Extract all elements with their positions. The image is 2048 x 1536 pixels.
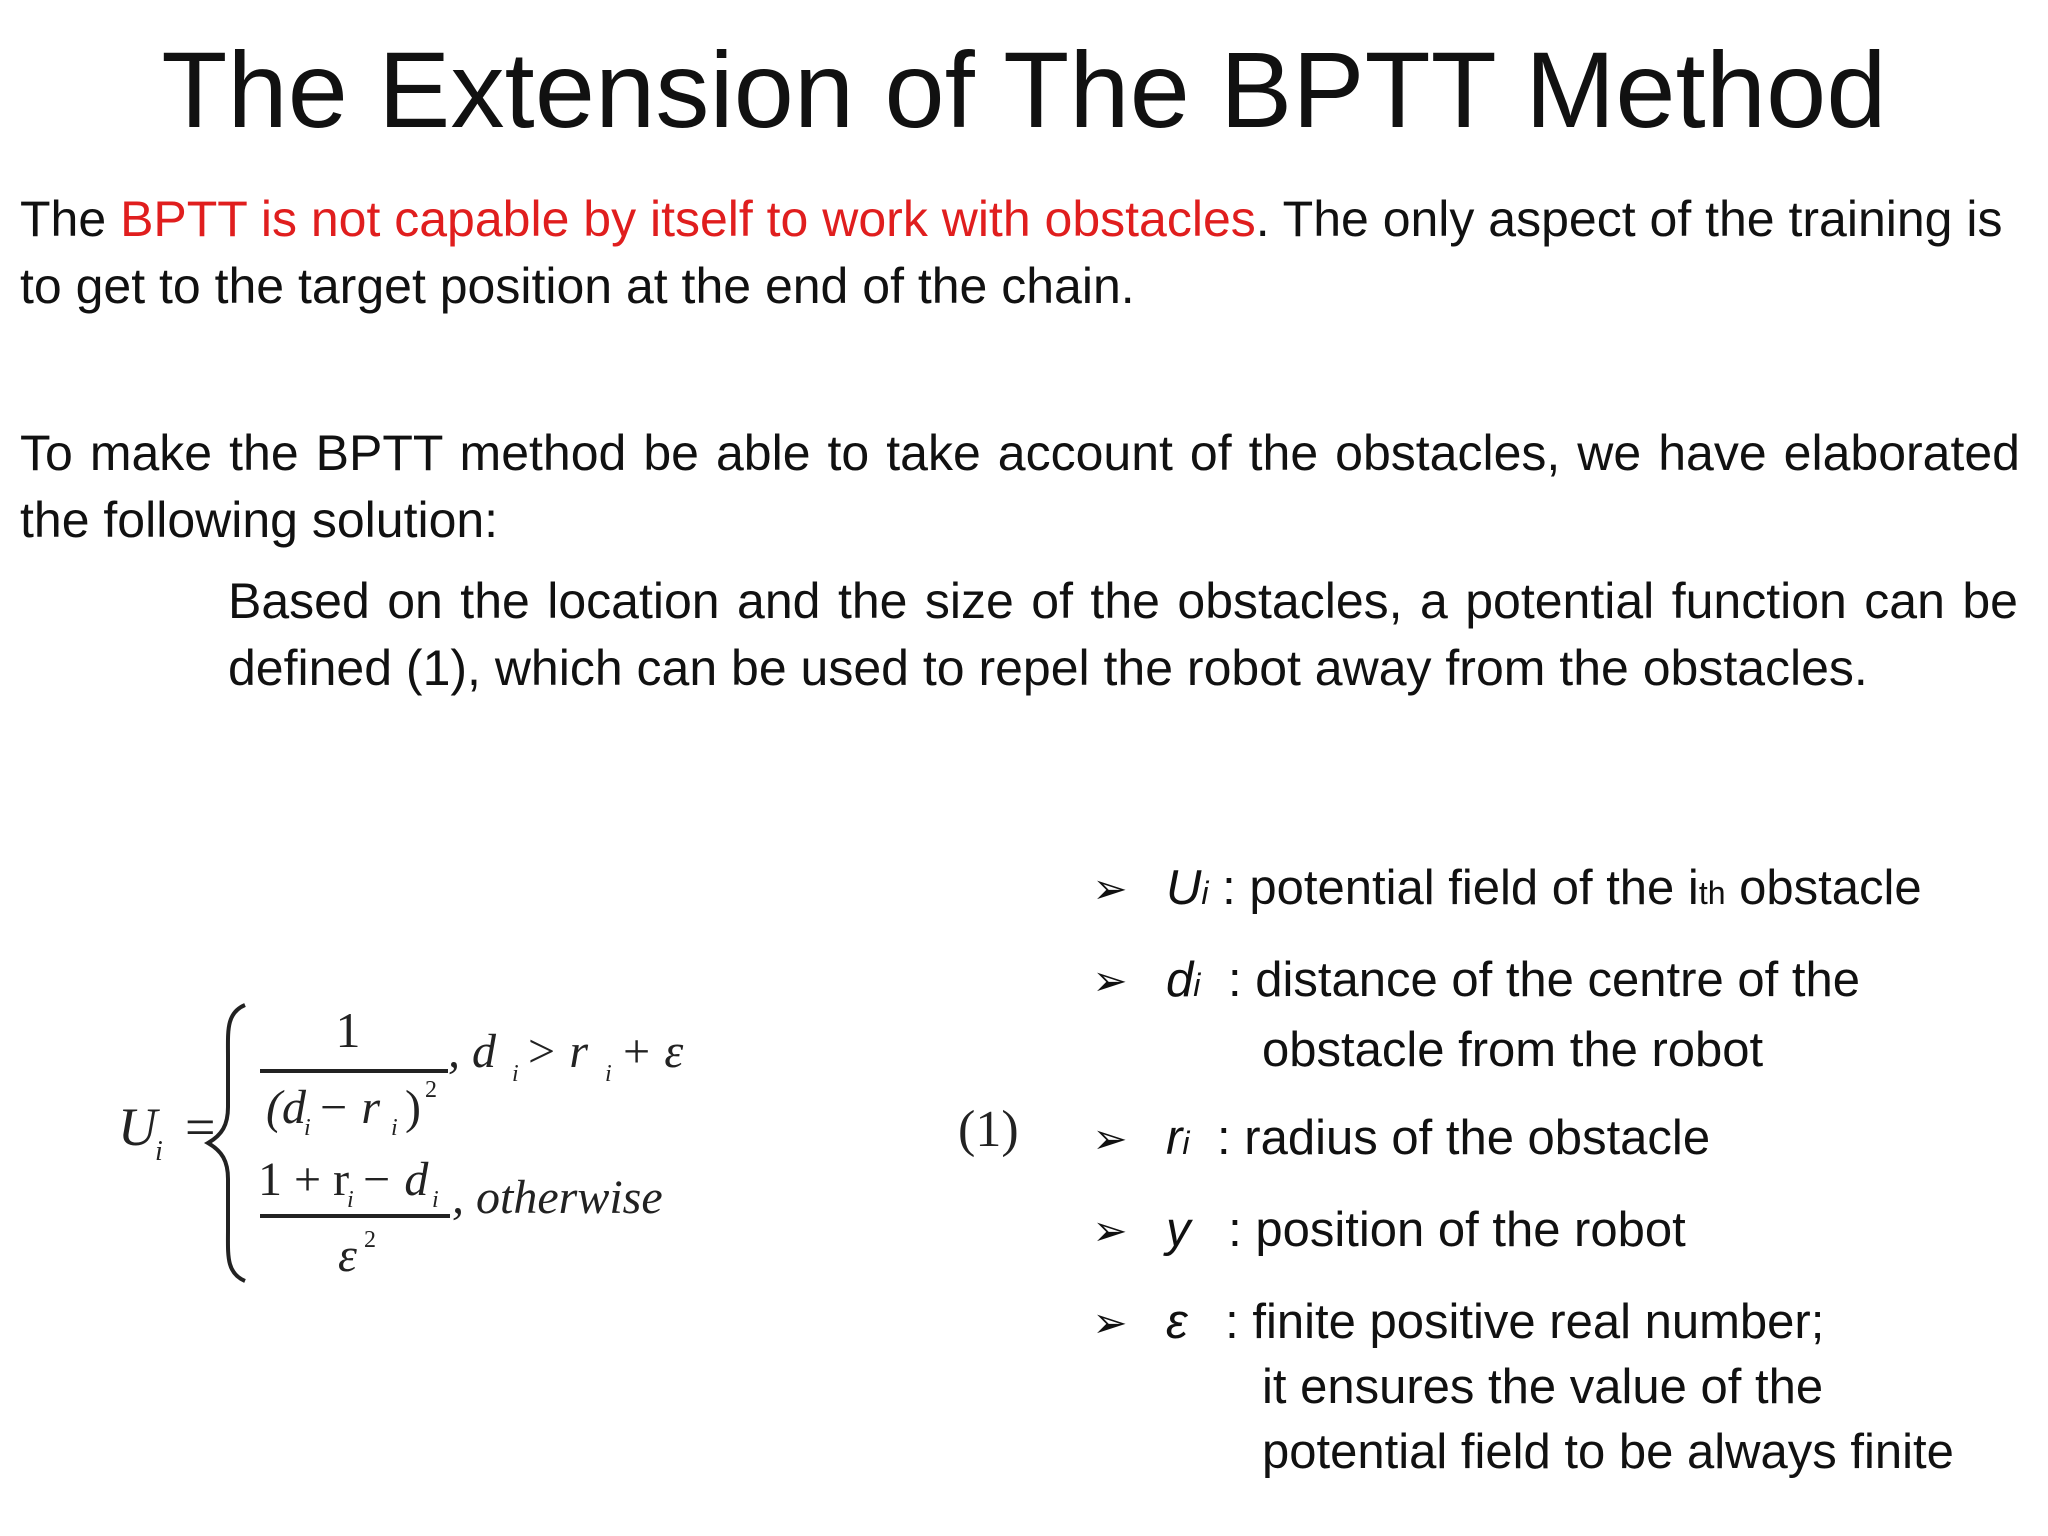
equation-equals: = bbox=[185, 1097, 216, 1157]
definition-text-line-1: : finite positive real number; bbox=[1211, 1295, 1825, 1349]
definition-subscript: i bbox=[1182, 1125, 1190, 1161]
equation-svg bbox=[100, 985, 750, 1295]
equation-case2-numerator-prefix: 1 + r bbox=[258, 1153, 350, 1206]
definition-symbol: U bbox=[1166, 861, 1202, 915]
definition-di bbox=[1082, 948, 1860, 1083]
equation-case2-numerator-sub2: i bbox=[432, 1187, 439, 1213]
equation-case1-condition-gt: > r bbox=[525, 1025, 589, 1078]
equation-case1-denominator-close: ) bbox=[405, 1081, 421, 1134]
arrow-bullet-icon: ➢ bbox=[1092, 1207, 1128, 1254]
equation-case2-numerator-minus: − d bbox=[360, 1153, 429, 1206]
equation-case1-numerator: 1 bbox=[335, 1002, 361, 1058]
definition-symbol: y bbox=[1166, 1203, 1191, 1257]
paragraph-1-highlight: BPTT is not capable by itself to work with obstacles bbox=[120, 191, 1256, 247]
paragraph-1 bbox=[20, 186, 2020, 320]
arrow-bullet-icon: ➢ bbox=[1092, 1299, 1128, 1346]
equation-case2-denominator: ε bbox=[338, 1229, 357, 1282]
definition-text-after: obstacle bbox=[1725, 861, 1922, 915]
arrow-bullet-icon: ➢ bbox=[1092, 1115, 1128, 1162]
equation-case1-condition-prefix: , d bbox=[448, 1025, 496, 1078]
definition-text-line-1: : distance of the centre of the bbox=[1214, 953, 1860, 1007]
definition-symbol: d bbox=[1166, 953, 1194, 1007]
equation-lhs-subscript: i bbox=[155, 1136, 163, 1167]
equation-case1-denominator: (d bbox=[266, 1081, 306, 1134]
definition-text: : potential field of the i bbox=[1208, 861, 1699, 915]
equation-case1-condition-sub1: i bbox=[512, 1061, 519, 1087]
equation-case2-numerator-sub1: i bbox=[347, 1187, 354, 1213]
equation-case1-condition-tail: + ε bbox=[620, 1025, 684, 1078]
equation-case2-condition: , otherwise bbox=[452, 1171, 663, 1224]
arrow-bullet-icon: ➢ bbox=[1092, 957, 1128, 1004]
slide-title: The Extension of The BPTT Method bbox=[161, 29, 1887, 150]
paragraph-1-lead: The bbox=[20, 191, 121, 247]
equation-label: (1) bbox=[958, 1101, 1019, 1158]
equation-case1-condition-sub2: i bbox=[605, 1061, 612, 1087]
definition-epsilon bbox=[1082, 1290, 1954, 1485]
arrow-bullet-icon: ➢ bbox=[1092, 865, 1128, 912]
definition-text-line-2: it ensures the value of the bbox=[1262, 1360, 1824, 1414]
equation-case1-denominator-minus: − r bbox=[317, 1081, 381, 1134]
equation-case1-denominator-sub2: i bbox=[391, 1115, 398, 1141]
definition-y bbox=[1082, 1198, 1686, 1263]
definition-subscript: i bbox=[1201, 875, 1209, 911]
definition-symbol: r bbox=[1166, 1111, 1183, 1165]
definition-subscript: i bbox=[1193, 967, 1201, 1003]
equation-case1-denominator-sub1: i bbox=[304, 1115, 311, 1141]
paragraph-1-rest: . The only aspect of the training is to get to the target position at the end of the chain. bbox=[20, 191, 2003, 314]
equation-lhs: U bbox=[118, 1097, 157, 1157]
definition-symbol: ε bbox=[1166, 1295, 1188, 1349]
definition-ui bbox=[1082, 856, 1922, 926]
definition-ri bbox=[1082, 1106, 1710, 1176]
equation-case2-denominator-superscript: 2 bbox=[364, 1227, 376, 1253]
paragraph-2: To make the BPTT method be able to take account of the obstacles, we have elaborated the following solution: bbox=[20, 425, 2020, 548]
definition-text-line-2: obstacle from the robot bbox=[1262, 1023, 1764, 1077]
definition-text-line-1: : radius of the obstacle bbox=[1203, 1111, 1711, 1165]
definition-text-line-1: : position of the robot bbox=[1214, 1203, 1686, 1257]
potential-function-equation bbox=[100, 985, 750, 1295]
definition-text-small: th bbox=[1698, 875, 1726, 911]
paragraph-3: Based on the location and the size of the obstacles, a potential function can be defined (1), which can be used to repel the robot away from the obstacles. bbox=[228, 573, 2018, 696]
equation-case1-denominator-superscript: 2 bbox=[425, 1077, 437, 1103]
definition-text-line-3: potential field to be always finite bbox=[1262, 1425, 1954, 1479]
